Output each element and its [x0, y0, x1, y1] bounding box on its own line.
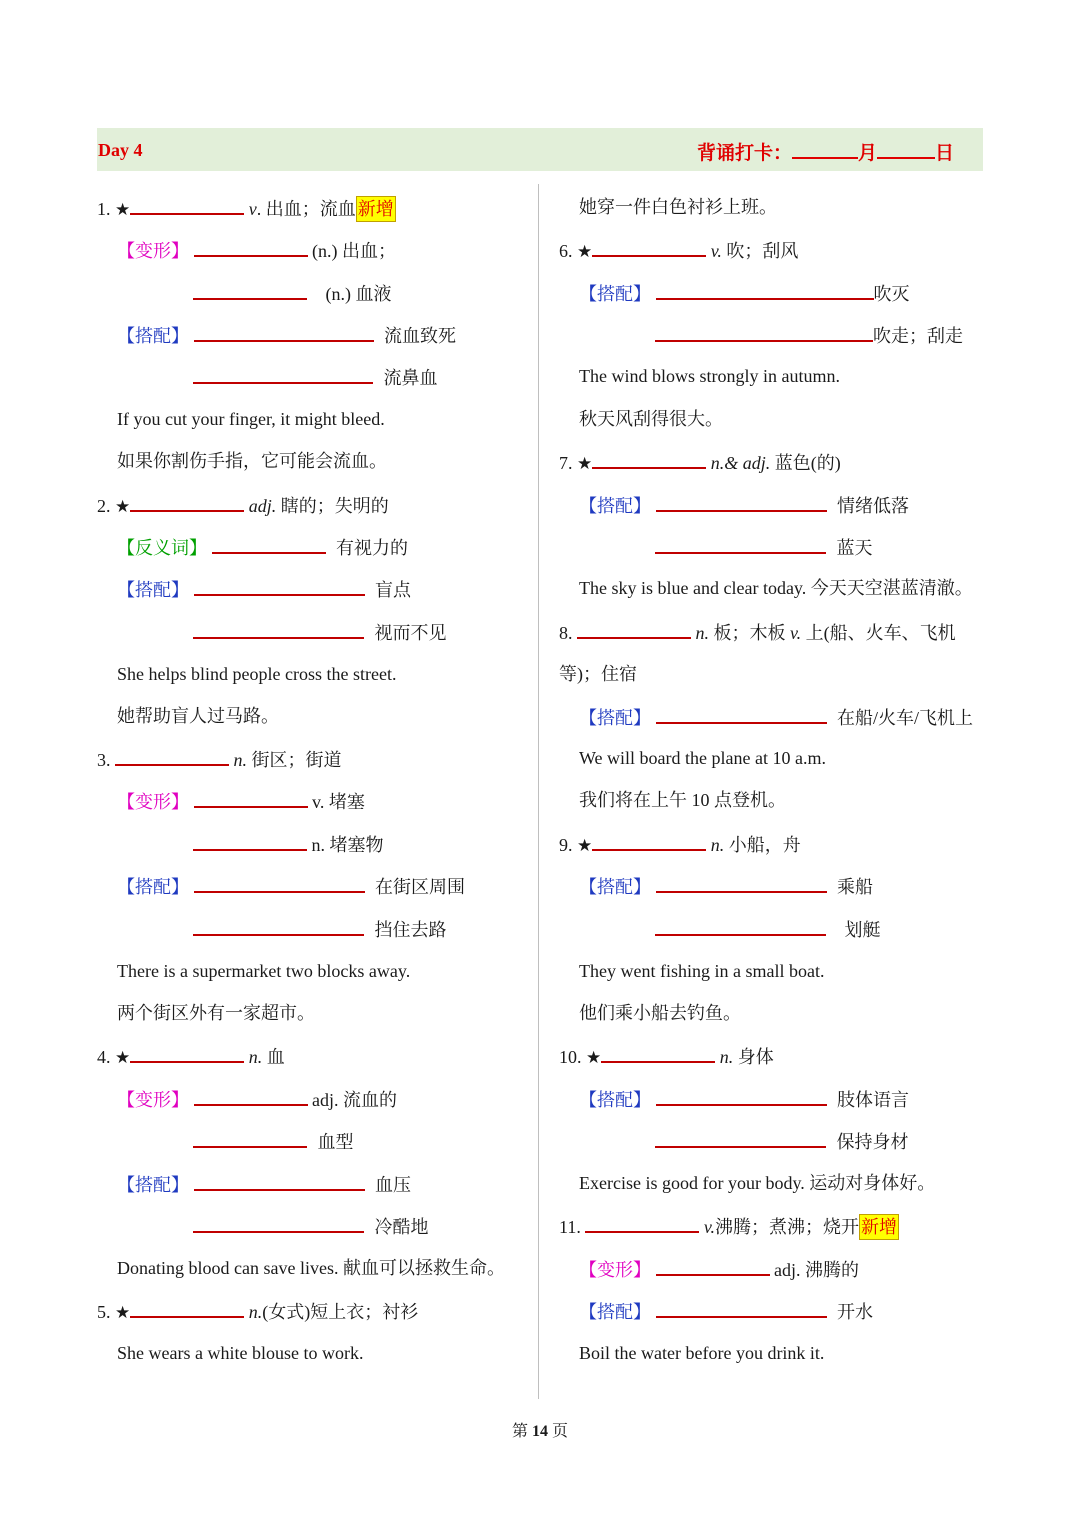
collocations-tag: 【搭配】	[117, 580, 189, 600]
collocations-line	[579, 873, 873, 897]
collocations-line	[117, 1171, 411, 1195]
word-meaning: (女式)短上衣；衬衫	[262, 1302, 419, 1322]
forms-line	[579, 1256, 859, 1280]
part-of-speech: adj.	[248, 496, 277, 516]
answer-blank[interactable]	[656, 704, 827, 724]
part-of-speech: v.	[703, 1217, 715, 1237]
example-en: Boil the water before you drink it.	[579, 1343, 825, 1363]
word-meaning: 小船，舟	[728, 835, 801, 855]
answer-blank[interactable]	[193, 1128, 307, 1148]
answer-blank[interactable]	[193, 280, 307, 300]
forms-line	[117, 788, 365, 812]
part-of-speech: v	[248, 199, 257, 219]
example-sentence: Donating blood can save lives. 献血可以拯救生命。	[117, 1258, 505, 1278]
answer-blank[interactable]	[130, 492, 244, 512]
answer-blank[interactable]	[193, 916, 364, 936]
form-text: (n.) 出血；	[312, 241, 396, 261]
star-icon: ★	[577, 242, 593, 262]
answer-blank[interactable]	[656, 1298, 827, 1318]
word-meaning: 板；木板	[713, 623, 786, 643]
new-badge: 新增	[859, 1214, 899, 1240]
collocations-tag: 【搭配】	[117, 877, 189, 897]
answer-blank[interactable]	[212, 534, 326, 554]
example-en: If you cut your finger, it might bleed.	[117, 409, 385, 429]
collocation-text: 开水	[837, 1302, 873, 1322]
collocations-line-2	[193, 364, 438, 388]
collocation-text: 吹走；刮走	[873, 326, 963, 346]
word-number: 10.	[559, 1047, 582, 1067]
page-suffix: 页	[552, 1423, 569, 1440]
example-en: There is a supermarket two blocks away.	[117, 961, 411, 981]
day-header	[97, 128, 983, 171]
answer-blank[interactable]	[130, 195, 244, 215]
collocations-line	[579, 704, 973, 728]
forms-tag: 【变形】	[117, 1090, 189, 1110]
collocation-text: 流血致死	[384, 326, 456, 346]
star-icon: ★	[586, 1048, 602, 1068]
part-of-speech: n.	[248, 1047, 263, 1067]
word-meaning: 瞎的；失明的	[280, 496, 389, 516]
word-meaning-cont: 等)；住宿	[559, 664, 637, 684]
collocations-line	[117, 873, 465, 897]
part-of-speech: n.	[248, 1302, 263, 1322]
word-9-line	[559, 831, 801, 855]
answer-blank[interactable]	[193, 1213, 364, 1233]
collocation-text: 划艇	[844, 920, 881, 940]
part-of-speech: v.	[710, 241, 722, 261]
collocations-line	[579, 280, 910, 304]
page-number: 14	[532, 1423, 548, 1440]
star-icon: ★	[577, 454, 593, 474]
answer-blank[interactable]	[656, 280, 874, 300]
answer-blank[interactable]	[194, 322, 374, 342]
collocation-text: 吹灭	[873, 284, 910, 304]
answer-blank[interactable]	[194, 1086, 308, 1106]
collocation-text: 冷酷地	[374, 1217, 429, 1237]
word-meaning-2: 上(船、火车、飞机	[805, 623, 956, 643]
page-footer	[0, 1418, 1080, 1441]
answer-blank[interactable]	[130, 1043, 244, 1063]
example-zh: 他们乘小船去钓鱼。	[579, 1003, 741, 1023]
word-meaning: 沸腾；煮沸；烧开	[715, 1217, 859, 1237]
forms-line-2	[193, 831, 384, 855]
answer-blank[interactable]	[193, 364, 373, 384]
example-sentence: Exercise is good for your body. 运动对身体好。	[579, 1173, 936, 1193]
word-number: 4.	[97, 1047, 111, 1067]
collocations-tag: 【搭配】	[579, 877, 651, 897]
collocation-text: 在船/火车/飞机上	[837, 708, 974, 728]
word-meaning: 身体	[737, 1047, 774, 1067]
collocations-tag: 【搭配】	[579, 708, 651, 728]
example-en: They went fishing in a small boat.	[579, 961, 825, 981]
collocations-line	[117, 322, 456, 346]
answer-blank[interactable]	[193, 831, 307, 851]
star-icon: ★	[115, 200, 131, 220]
example-en: We will board the plane at 10 a.m.	[579, 748, 826, 768]
forms-line-2	[193, 1128, 354, 1152]
word-5-line	[97, 1298, 418, 1322]
answer-blank[interactable]	[194, 237, 308, 257]
answer-blank[interactable]	[194, 576, 365, 596]
example-zh: 我们将在上午 10 点登机。	[579, 790, 786, 810]
word-meaning: 血	[266, 1047, 285, 1067]
collocations-tag: 【搭配】	[579, 1090, 651, 1110]
answer-blank[interactable]	[655, 916, 826, 936]
part-of-speech-2: v.	[790, 623, 802, 643]
collocation-text: 蓝天	[836, 538, 873, 558]
example-zh: 两个街区外有一家超市。	[117, 1003, 315, 1023]
collocations-line-2	[193, 916, 447, 940]
word-1-line	[97, 195, 396, 219]
form-text: 血型	[317, 1132, 354, 1152]
collocations-tag: 【搭配】	[579, 496, 651, 516]
word-number: 1.	[97, 199, 111, 219]
collocation-text: 乘船	[837, 877, 873, 897]
word-number: 5.	[97, 1302, 111, 1322]
answer-blank[interactable]	[656, 873, 827, 893]
word-number: 9.	[559, 835, 573, 855]
form-text: (n.) 血液	[325, 284, 392, 304]
column-divider	[538, 184, 539, 1399]
answer-blank[interactable]	[592, 831, 706, 851]
part-of-speech: n.	[695, 623, 709, 643]
antonym-line	[117, 534, 408, 558]
forms-line	[117, 237, 396, 261]
star-icon: ★	[577, 836, 593, 856]
forms-line-2	[193, 280, 392, 304]
answer-blank[interactable]	[194, 788, 308, 808]
answer-blank[interactable]	[656, 1086, 827, 1106]
answer-blank[interactable]	[115, 746, 229, 766]
part-of-speech: n.	[710, 835, 725, 855]
word-number: 7.	[559, 453, 573, 473]
word-4-line	[97, 1043, 285, 1067]
collocation-text: 保持身材	[836, 1132, 909, 1152]
collocations-line-2	[655, 534, 873, 558]
antonym-text: 有视力的	[336, 538, 408, 558]
star-icon: ★	[115, 1303, 131, 1323]
collocation-text: 血压	[375, 1175, 411, 1195]
answer-blank[interactable]	[656, 1256, 770, 1276]
form-text: n. 堵塞物	[311, 835, 384, 855]
collocations-line-2	[655, 1128, 909, 1152]
form-text: v. 堵塞	[312, 792, 365, 812]
example-en: The wind blows strongly in autumn.	[579, 366, 840, 386]
example-en: She wears a white blouse to work.	[117, 1343, 364, 1363]
answer-blank[interactable]	[193, 619, 364, 639]
page-prefix: 第	[511, 1423, 528, 1440]
word-11-line	[559, 1213, 899, 1237]
collocations-tag: 【搭配】	[117, 1175, 189, 1195]
collocations-line	[117, 576, 411, 600]
collocations-line-2	[193, 1213, 429, 1237]
example-zh: 秋天风刮得很大。	[579, 409, 723, 429]
word-number: 2.	[97, 496, 111, 516]
example-zh: 她穿一件白色衬衫上班。	[579, 197, 777, 217]
forms-tag: 【变形】	[117, 241, 189, 261]
collocation-text: 在街区周围	[375, 877, 465, 897]
collocation-text: 情绪低落	[837, 496, 909, 516]
answer-blank[interactable]	[601, 1043, 715, 1063]
new-badge: 新增	[356, 196, 396, 222]
word-meaning: 吹；刮风	[726, 241, 799, 261]
word-number: 6.	[559, 241, 573, 261]
word-6-line	[559, 237, 798, 261]
answer-blank[interactable]	[592, 237, 706, 257]
word-number: 11.	[559, 1217, 581, 1237]
word-meaning: 街区；街道	[251, 750, 342, 770]
word-3-line	[97, 746, 342, 770]
word-number: 3.	[97, 750, 111, 770]
collocations-line	[579, 1086, 909, 1110]
collocations-tag: 【搭配】	[579, 284, 651, 304]
example-zh: 如果你割伤手指，它可能会流血。	[117, 451, 387, 471]
answer-blank[interactable]	[655, 534, 826, 554]
collocations-tag: 【搭配】	[117, 326, 189, 346]
collocations-line-2	[655, 916, 881, 940]
month-blank[interactable]	[792, 141, 858, 159]
day-title: Day 4	[98, 140, 143, 160]
collocations-tag: 【搭配】	[579, 1302, 651, 1322]
answer-blank[interactable]	[194, 1171, 365, 1191]
star-icon: ★	[115, 1048, 131, 1068]
answer-blank[interactable]	[194, 873, 365, 893]
word-2-line	[97, 492, 389, 516]
word-meaning: 蓝色(的)	[774, 453, 841, 473]
answer-blank[interactable]	[585, 1213, 699, 1233]
part-of-speech: n.	[233, 750, 247, 770]
collocation-text: 流鼻血	[383, 368, 438, 388]
answer-blank[interactable]	[655, 1128, 826, 1148]
example-en: She helps blind people cross the street.	[117, 664, 397, 684]
collocations-line-2	[655, 322, 963, 346]
answer-blank[interactable]	[577, 619, 691, 639]
month-label: 月	[858, 143, 878, 164]
word-8-line	[559, 619, 956, 643]
forms-tag: 【变形】	[579, 1260, 651, 1280]
collocation-text: 肢体语言	[837, 1090, 909, 1110]
star-icon: ★	[115, 497, 131, 517]
form-text: adj. 沸腾的	[774, 1260, 859, 1280]
collocations-line-2	[193, 619, 447, 643]
checkin-text: 背诵打卡：	[697, 143, 793, 164]
forms-tag: 【变形】	[117, 792, 189, 812]
collocations-line	[579, 492, 909, 516]
antonym-tag: 【反义词】	[117, 538, 207, 558]
part-of-speech: n.& adj.	[710, 453, 771, 473]
answer-blank[interactable]	[592, 449, 706, 469]
answer-blank[interactable]	[130, 1298, 244, 1318]
collocation-text: 挡住去路	[374, 920, 447, 940]
answer-blank[interactable]	[655, 322, 873, 342]
day-label: 日	[935, 143, 955, 164]
word-10-line	[559, 1043, 774, 1067]
forms-line	[117, 1086, 397, 1110]
form-text: adj. 流血的	[312, 1090, 397, 1110]
example-zh: 她帮助盲人过马路。	[117, 706, 279, 726]
collocation-text: 盲点	[375, 580, 411, 600]
answer-blank[interactable]	[656, 492, 827, 512]
example-sentence: The sky is blue and clear today. 今天天空湛蓝清澈。	[579, 578, 973, 598]
checkin-label	[697, 138, 954, 165]
word-7-line	[559, 449, 841, 473]
part-of-speech: n.	[719, 1047, 734, 1067]
collocations-line	[579, 1298, 873, 1322]
collocation-text: 视而不见	[374, 623, 447, 643]
word-meaning: . 出血；流血	[256, 199, 356, 219]
day-blank[interactable]	[877, 141, 935, 159]
word-number: 8.	[559, 623, 573, 643]
